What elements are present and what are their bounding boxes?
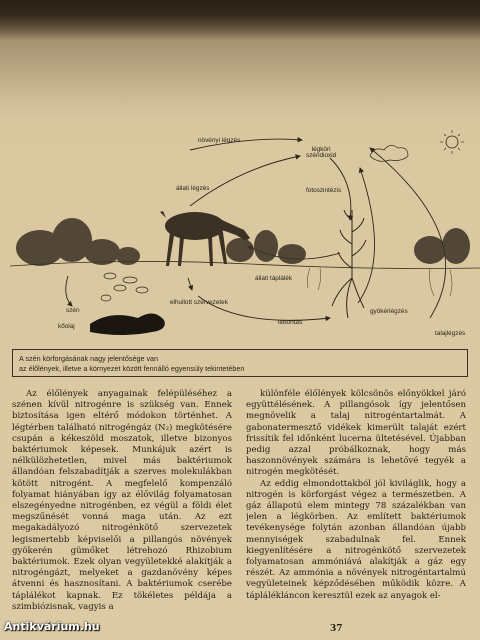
tall-plant-illustration xyxy=(332,210,366,318)
ground-line xyxy=(10,261,480,268)
roots-illustration xyxy=(307,268,452,296)
label-koolaj: kőolaj xyxy=(58,323,75,330)
site-watermark: Antikvárium.hu xyxy=(4,620,100,633)
text-column-right xyxy=(246,389,466,615)
carbon-cycle-diagram xyxy=(10,128,480,346)
arrow-szen xyxy=(66,276,72,306)
paragraph: Az élőlények anyagainak felépüléséhez a szénen kívül nitrogénre is szükség van. Ennek biztosítása igen eltérő módokon történhet. A légtérben található nitrogéngáz (N₂) megkötésére csupán a kékeszöld moszatok, illetve bizonyos baktériumok képesek. Munkájuk azért is nélkülözhetetlen, mivel más baktériumok állandóan felszabadítják a szerves molekulákban kötött nitrogént. A megfelelő kompenzáló folyamat hiányában így az élővilág folyamatosan elszegényedne nitrogénben, ez végül a földi élet megszűnését vonná maga után. Az ezt megakadályozó nitrogénkötő szervezetek legismertebb képviselői a pillangós növények gyökerén gümőket létrehozó Rhizobium baktériumok. Ezek olyan vegyületekké alakítják a nitrogéngázt, melyeket a gazdanövény képes átvenni és hasznosítani. A baktériumok cserébe táplálékot kapnak. Ez tökéletes példája a szimbiózisnak, vagyis a xyxy=(12,389,232,612)
label-fotoszintezis: fotoszintézis xyxy=(306,187,342,194)
label-allati-taplalek: állati táplálék xyxy=(255,275,292,282)
text-column-left xyxy=(12,389,232,615)
caption-line-1: A szén körforgásának nagy jelentősége van xyxy=(19,354,159,363)
arrow-elhullott xyxy=(188,278,192,290)
page-shadow xyxy=(0,0,480,120)
carbon-cycle-illustration xyxy=(10,128,480,346)
arrow-gyokerlegzes xyxy=(358,168,375,303)
caption-line-2: az élőlények, illetve a környezet között fennálló egyensúly tekintetében xyxy=(19,364,245,374)
label-talajlegzes: talajlégzés xyxy=(435,330,466,337)
label-gyokerlegzes: gyökérlégzés xyxy=(370,308,408,315)
label-allati-legzes: állati légzés xyxy=(176,185,210,192)
label-szen: szén xyxy=(66,307,80,314)
sun-icon xyxy=(440,130,464,154)
label-lebontas: lebontás xyxy=(278,319,303,326)
figure-caption xyxy=(12,349,468,377)
page-number: 37 xyxy=(330,624,343,634)
paragraph: Az eddig elmondottakból jól kiviláglik, hogy a nitrogén is körforgást végez a természetben. A gáz állapotú elem mintegy 78 százalékban van jelen a légkörben. Az említett baktériumok tevékenysége folytán azonban állandóan újabb mennyiségek szabadulnak fel. Ennek kiegyenlítésére a nitrogénkötő szervezetek folyamatosan ammóniává alakítják a gáz egy részét. Az ammónia a növények nitrogéntartalmú vegyületeinek képződésében működik közre. A táplálékláncon keresztül ezek az anyagok el- xyxy=(246,478,466,601)
oil-deposit-illustration xyxy=(90,313,165,335)
cloud-icon xyxy=(370,145,408,161)
paragraph: különféle élőlények kölcsönös előnyökkel járó együttélésének. A pillangósok így jelentősen megnövelik a talaj nitrogéntartalmát. A gabonatermesztő vidékek kimerült talaját ezért frissítik fel időnként lucerna ültetésével. Újabban pedig azzal próbálkoznak, hogy más haszonnövények számára is lehetővé tegyék a nitrogén megkötését. xyxy=(246,389,466,478)
label-legkori-szendioxid: légköri széndioxid xyxy=(306,146,337,160)
coal-deposits-illustration xyxy=(101,273,148,301)
vegetation-illustration xyxy=(16,218,470,266)
arrow-allati-legzes xyxy=(190,156,300,206)
arrow-talajlegzes xyxy=(370,148,446,318)
label-noveny-legzes: növényi légzés xyxy=(198,137,241,144)
label-elhullott-szervezetek: elhullott szervezetek xyxy=(170,299,228,306)
